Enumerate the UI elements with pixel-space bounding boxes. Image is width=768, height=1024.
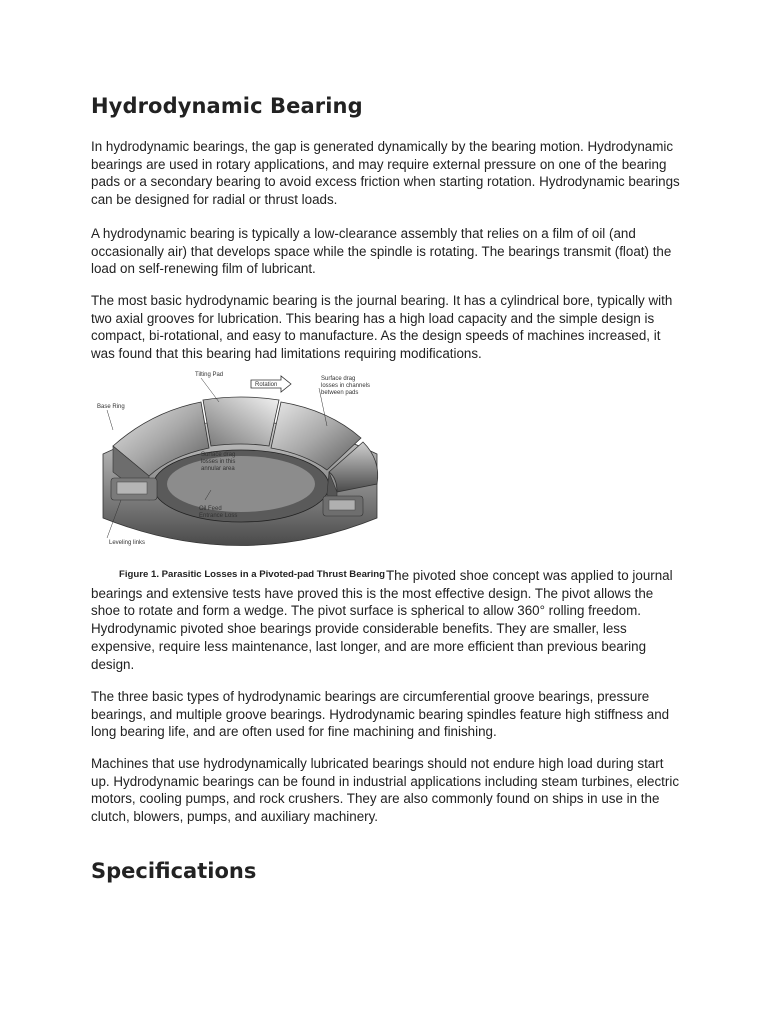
label-rotation: Rotation xyxy=(255,382,278,388)
paragraph-bearing-types: The three basic types of hydrodynamic bearings are circumferential groove bearings, pressure bearings, and multiple groove bearings. Hydrodynamic bearing spindles feature high stiffness and long bearing life, and are often used for fine machining and finishing. xyxy=(91,689,670,740)
paragraph-low-clearance: A hydrodynamic bearing is typically a low-clearance assembly that relies on a film of oil (and occasionally air) that develops space while the spindle is rotating. The bearings transmit (float) the load on self-renewing film of lubricant. xyxy=(91,226,672,277)
label-oil-feed-2: Entrance Loss xyxy=(199,513,238,519)
label-leveling-links: Leveling links xyxy=(109,540,146,546)
label-surface-drag-annular-2: losses in this xyxy=(201,459,236,465)
label-base-ring: Base Ring xyxy=(97,404,125,410)
figure-caption: Figure 1. Parasitic Losses in a Pivoted-pad Thrust Bearing xyxy=(119,569,386,580)
paragraph-pivoted-shoe: The pivoted shoe concept was applied to journal bearings and extensive tests have proved this is the most effective design. The pivot allows the shoe to rotate and form a wedge. The pivot surface is spherical to allow 360° rolling freedom. Hydrodynamic pivoted shoe bearings provide considerable benefits. They are smaller, less expensive, require less maintenance, last longer, and are more efficient than previous bearing design. xyxy=(91,568,673,672)
thrust-bearing-illustration xyxy=(91,368,391,568)
label-surface-drag-channels-3: between pads xyxy=(321,390,359,396)
section-heading-specifications: Specifications xyxy=(91,859,257,883)
thrust-bearing-figure xyxy=(91,368,391,586)
label-surface-drag-channels-1: Surface drag xyxy=(321,376,356,382)
page-title: Hydrodynamic Bearing xyxy=(91,94,363,118)
label-oil-feed-1: Oil Feed xyxy=(199,506,222,512)
label-tilting-pad: Tilting Pad xyxy=(195,372,224,378)
label-surface-drag-annular-1: Surface drag xyxy=(201,452,236,458)
paragraph-journal-bearing: The most basic hydrodynamic bearing is the journal bearing. It has a cylindrical bore, typically with two axial grooves for lubrication. This bearing has a high load capacity and the simple design is compact, bi-rotational, and easy to manufacture. As the design speeds of machines increased, it was found that this bearing had limitations requiring modifications. xyxy=(91,293,673,362)
paragraph-intro: In hydrodynamic bearings, the gap is generated dynamically by the bearing motion. Hydrodynamic bearings are used in rotary applications, and may require external pressure on one of the bearing pads or a secondary bearing to avoid excess friction when starting rotation. Hydrodynamic bearings can be designed for radial or thrust loads. xyxy=(91,139,680,208)
label-surface-drag-channels-2: losses in channels xyxy=(321,383,371,389)
paragraph-applications: Machines that use hydrodynamically lubricated bearings should not endure high load during start up. Hydrodynamic bearings can be found in industrial applications including steam turbines, electric motors, cooling pumps, and rock crushers. They are also commonly found on ships in use in the clutch, blowers, pumps, and auxiliary machinery. xyxy=(91,756,680,825)
label-surface-drag-annular-3: annular area xyxy=(201,466,235,472)
